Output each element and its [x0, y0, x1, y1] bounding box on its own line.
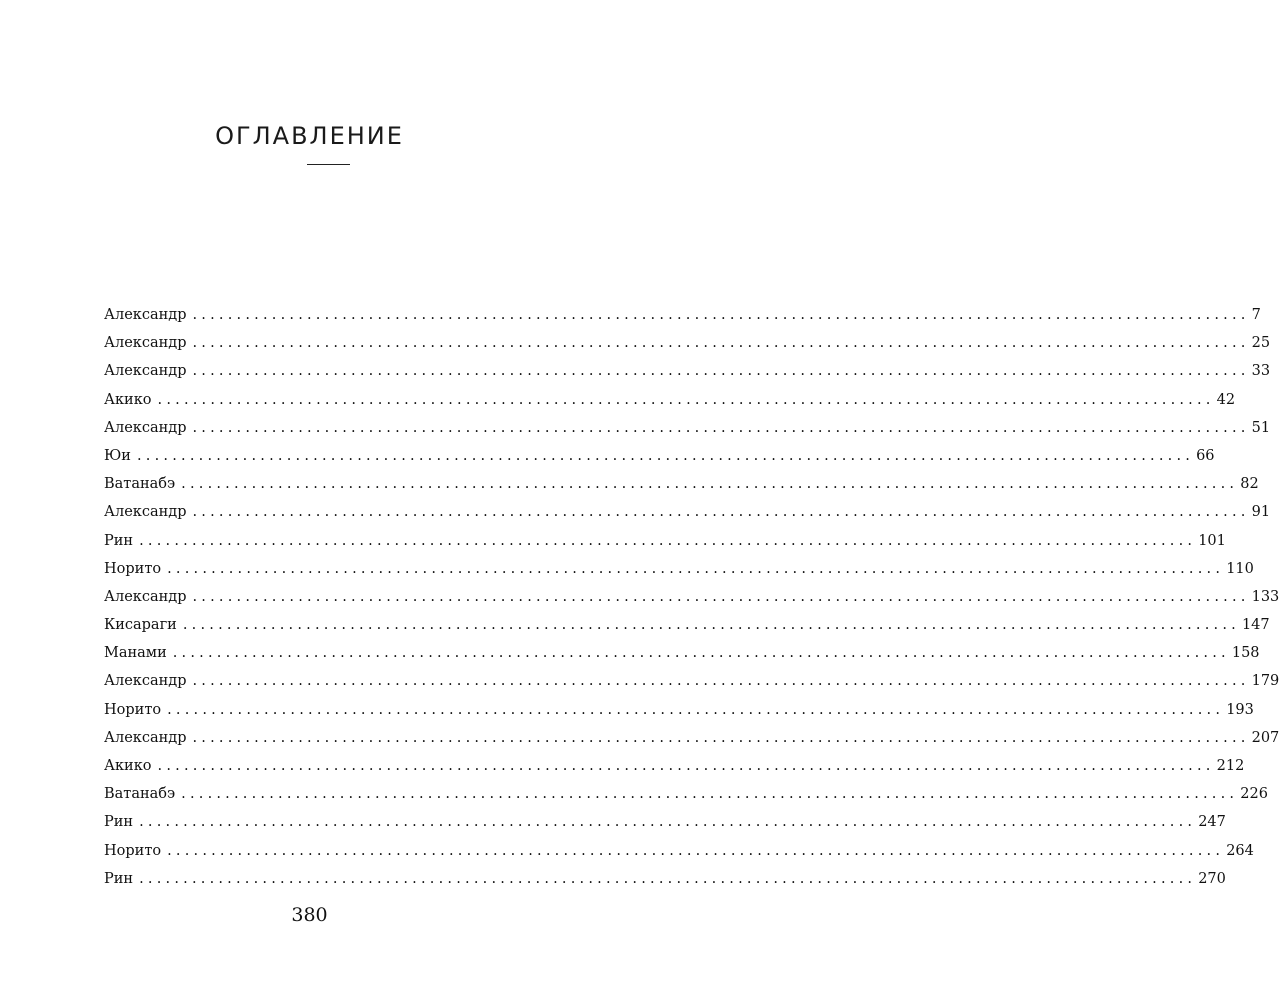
- toc-entry-page: 33: [1251, 363, 1271, 380]
- toc-leader-dots: ........................................................................................................................: [192, 363, 1250, 380]
- toc-entry: [104, 414, 1271, 442]
- toc-entry-title: Александр: [104, 504, 187, 521]
- toc-leader-dots: ........................................................................................................................: [157, 758, 1215, 774]
- toc-entry-title: Акико: [104, 758, 152, 774]
- toc-entry-page: 158: [1231, 645, 1260, 662]
- toc-entry: [104, 357, 1271, 385]
- toc-entry: [104, 696, 1254, 724]
- toc-entry: [104, 498, 1271, 526]
- toc-entry: [104, 329, 1271, 357]
- toc-entry-page: 193: [1226, 701, 1254, 718]
- toc-leader-dots: ........................................................................................................................: [181, 476, 1239, 493]
- toc-entry-title: Норито: [104, 842, 162, 859]
- toc-entry: [104, 837, 1254, 865]
- toc-entry-page: 110: [1226, 560, 1254, 577]
- toc-leader-dots: ........................................................................................................................: [139, 870, 1197, 887]
- toc-entry-page: 133: [1251, 588, 1279, 605]
- toc-entry: [104, 808, 1226, 836]
- toc-entry-title: Юи: [104, 447, 131, 464]
- toc-entry-page: 25: [1251, 335, 1271, 352]
- toc-entry-page: 226: [1240, 786, 1268, 803]
- toc-entry-page: 42: [1216, 391, 1236, 408]
- toc-entry-page: 82: [1240, 476, 1259, 493]
- toc-entry: [104, 752, 1245, 780]
- toc-entry-title: Александр: [104, 307, 187, 323]
- toc-entry: [104, 780, 1268, 808]
- toc-entry-title: Ватанабэ: [104, 476, 176, 493]
- toc-entry: [104, 639, 1260, 667]
- toc-entry-title: Александр: [104, 673, 187, 690]
- toc-entry-page: 212: [1216, 758, 1245, 774]
- toc-entry-page: 270: [1198, 870, 1226, 887]
- toc-entry: [104, 865, 1226, 893]
- toc-entry-title: Александр: [104, 729, 187, 746]
- toc-leader-dots: ........................................................................................................................: [182, 617, 1240, 634]
- toc-entry-page: 51: [1251, 419, 1271, 436]
- toc-entry-title: Александр: [104, 335, 187, 352]
- toc-entry-title: Александр: [104, 363, 187, 380]
- toc-entry-title: Александр: [104, 419, 187, 436]
- toc-entry-page: 91: [1251, 504, 1271, 521]
- toc-entry: [104, 386, 1236, 414]
- toc-leader-dots: ........................................................................................................................: [192, 335, 1250, 352]
- toc-leader-dots: ........................................................................................................................: [192, 504, 1250, 521]
- toc-entry: [104, 470, 1259, 498]
- toc-leader-dots: ........................................................................................................................: [192, 729, 1250, 746]
- toc-leader-dots: ........................................................................................................................: [167, 842, 1225, 859]
- toc-entry-page: 207: [1251, 729, 1279, 746]
- toc-entry: [104, 583, 1279, 611]
- toc-entry-title: Акико: [104, 391, 152, 408]
- toc-entry-title: Александр: [104, 588, 187, 605]
- toc-entry-title: Кисараги: [104, 617, 177, 634]
- toc-leader-dots: ........................................................................................................................: [136, 447, 1195, 464]
- toc-entry: [104, 442, 1215, 470]
- toc-leader-dots: ........................................................................................................................: [192, 419, 1250, 436]
- toc-entry-title: Норито: [104, 560, 162, 577]
- toc-leader-dots: ........................................................................................................................: [192, 673, 1250, 690]
- toc-entry: [104, 301, 1261, 329]
- toc-entry-page: 247: [1198, 814, 1226, 831]
- toc-entry-page: 66: [1196, 447, 1215, 464]
- page-number: 380: [291, 904, 328, 926]
- toc-entry-title: Манами: [104, 645, 167, 662]
- toc-leader-dots: ........................................................................................................................: [167, 701, 1225, 718]
- toc-leader-dots: ........................................................................................................................: [139, 814, 1197, 831]
- title-underline: [307, 164, 350, 165]
- toc-entry: [104, 724, 1279, 752]
- toc-entry-page: 264: [1226, 842, 1254, 859]
- toc-entry-page: 101: [1198, 532, 1226, 549]
- toc-entry-page: 7: [1251, 307, 1261, 323]
- toc-entry-page: 179: [1251, 673, 1279, 690]
- toc-leader-dots: ........................................................................................................................: [181, 786, 1239, 803]
- toc-entry-title: Рин: [104, 870, 134, 887]
- toc-entry-title: Рин: [104, 814, 134, 831]
- table-of-contents: [104, 301, 1279, 893]
- toc-entry: [104, 667, 1279, 695]
- toc-entry-title: Норито: [104, 701, 162, 718]
- toc-entry: [104, 611, 1270, 639]
- toc-entry: [104, 527, 1226, 555]
- toc-entry-title: Ватанабэ: [104, 786, 176, 803]
- toc-entry-page: 147: [1241, 617, 1270, 634]
- page-title: ОГЛАВЛЕНИЕ: [215, 122, 404, 150]
- toc-entry-title: Рин: [104, 532, 134, 549]
- toc-entry: [104, 555, 1254, 583]
- toc-leader-dots: ........................................................................................................................: [192, 307, 1250, 323]
- toc-leader-dots: ........................................................................................................................: [172, 645, 1230, 662]
- toc-leader-dots: ........................................................................................................................: [192, 588, 1250, 605]
- toc-leader-dots: ........................................................................................................................: [157, 391, 1215, 408]
- toc-leader-dots: ........................................................................................................................: [139, 532, 1197, 549]
- toc-leader-dots: ........................................................................................................................: [167, 560, 1225, 577]
